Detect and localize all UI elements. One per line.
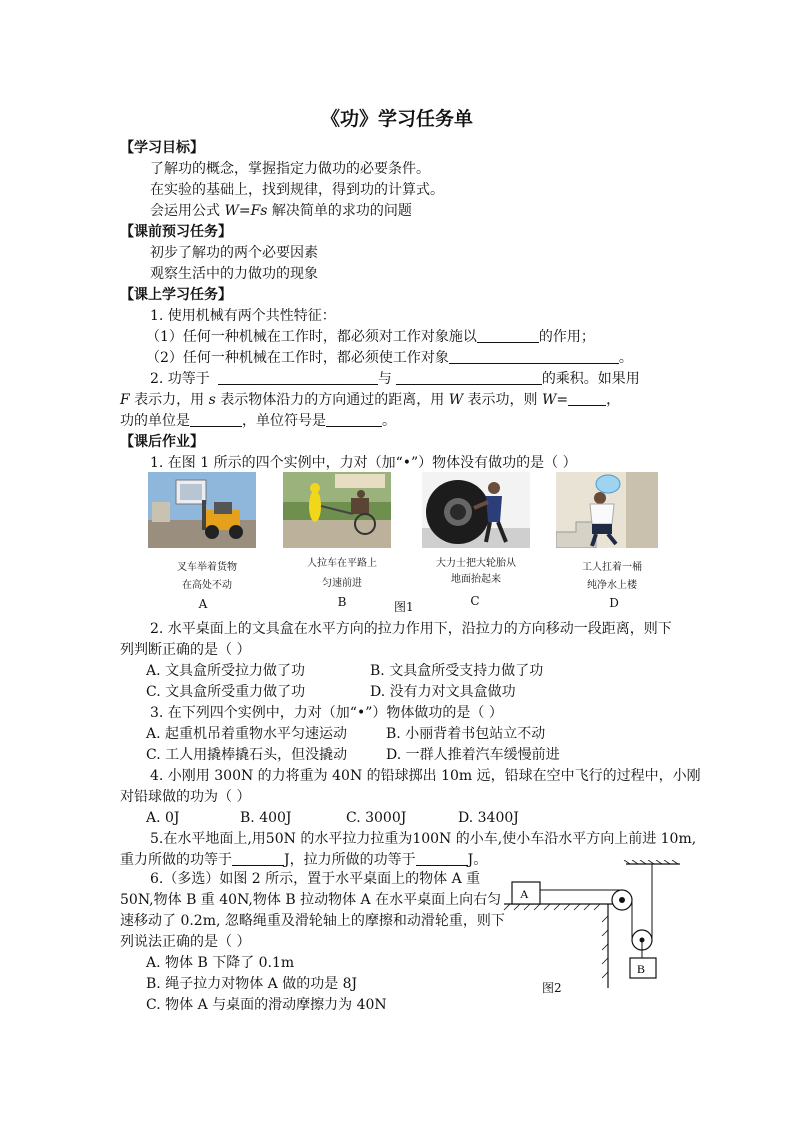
q2-l3-a: 功的单位是: [120, 413, 190, 429]
hw-q2-line1: 2. 水平桌面上的文具盒在水平方向的拉力作用下，沿拉力的方向移动一段距离，则下: [150, 621, 672, 637]
hw-q5-line2: [120, 850, 487, 870]
fill-blank[interactable]: [218, 370, 378, 385]
hw-q2-option-a[interactable]: A. 文具盒所受拉力做了功: [146, 663, 306, 679]
q2-l3-b: ，单位符号是: [242, 413, 326, 429]
var-w: W: [448, 392, 464, 408]
photo-rickshaw: [283, 472, 391, 548]
hw-q4-line1: 4. 小刚用 300N 的力将重为 40N 的铅球掷出 10m 远，铅球在空中飞行的过程中，小刚: [150, 768, 701, 784]
hw-q3-option-a[interactable]: A. 起重机吊着重物水平匀速运动: [146, 726, 348, 742]
figure-2-label: 图2: [542, 981, 562, 995]
preview-2: 观察生活中的力做功的现象: [150, 266, 318, 282]
fig1-letter-c: C: [470, 594, 480, 608]
preview-heading: 【课前预习任务】: [120, 224, 232, 240]
fill-blank[interactable]: [326, 412, 382, 427]
caption-b-line2: 匀速前进: [322, 578, 362, 589]
hw-q6-line1: 6.（多选）如图 2 所示，置于水平桌面上的物体 A 重: [150, 871, 481, 887]
q2-tail: 的乘积。如果用: [541, 371, 640, 387]
block-a-label: A: [520, 887, 529, 901]
fill-blank[interactable]: [232, 851, 284, 866]
fig1-letter-a: A: [198, 597, 208, 611]
fig1-letter-b: B: [337, 595, 347, 609]
photo-tire: [422, 472, 530, 548]
caption-c-line2: 地面抬起来: [451, 574, 501, 585]
hw-q4-option-c[interactable]: C. 3000J: [346, 810, 407, 826]
var-f: F: [120, 392, 130, 408]
caption-d-line1: 工人扛着一桶: [582, 562, 642, 573]
hw-q6-option-b[interactable]: B. 绳子拉力对物体 A 做的功是 8J: [146, 976, 358, 992]
caption-a-line2: 在高处不动: [182, 580, 232, 591]
hw-q4-option-a[interactable]: A. 0J: [146, 810, 180, 826]
hw-q3-option-b[interactable]: B. 小丽背着书包站立不动: [386, 726, 546, 742]
hw-q2-option-b[interactable]: B. 文具盒所受支持力做了功: [370, 663, 544, 679]
figure-2-pulley-diagram: [498, 860, 688, 1000]
q1b-text: （2）任何一种机械在工作时，都必须使工作对象: [146, 350, 449, 366]
q2-l2-b: 表示物体沿力的方向通过的距离，用: [215, 392, 449, 408]
goals-heading: 【学习目标】: [120, 140, 204, 156]
class-q1b: [146, 348, 633, 368]
hw-q5-line1: 5.在水平地面上,用50N 的水平拉力拉重为100N 的小车,使小车沿水平方向上前进 10m,: [150, 831, 697, 847]
fill-blank[interactable]: [477, 328, 539, 343]
var-w: W: [542, 392, 557, 408]
hw-q3-option-c[interactable]: C. 工人用撬棒撬石头，但没撬动: [146, 747, 348, 763]
hw-q3: 3. 在下列四个实例中，力对（加“•”）物体做功的是（ ）: [150, 705, 503, 721]
figure-1-label: 图1: [394, 600, 414, 614]
q5-tail: J。: [467, 852, 488, 868]
q2-l3-c: 。: [382, 413, 396, 429]
q1a-text: （1）任何一种机械在工作时，都必须对工作对象施以: [146, 329, 477, 345]
photo-forklift: [148, 472, 256, 548]
hw-q4-option-d[interactable]: D. 3400J: [458, 810, 519, 826]
hw-q6-option-a[interactable]: A. 物体 B 下降了 0.1m: [146, 955, 295, 971]
goal-2: 在实验的基础上，找到规律，得到功的计算式。: [150, 182, 444, 198]
hw-q3-option-d[interactable]: D. 一群人推着汽车缓慢前进: [386, 747, 560, 763]
hw-q4-line2: 对铅球做的功为（ ）: [120, 789, 251, 805]
goal-3: [150, 201, 412, 221]
caption-d-line2: 纯净水上楼: [587, 580, 637, 591]
fill-blank[interactable]: [416, 851, 468, 866]
caption-c-line1: 大力士把大轮胎从: [436, 558, 516, 569]
hw-q4-option-b[interactable]: B. 400J: [240, 810, 292, 826]
formula: W=Fs: [224, 203, 268, 219]
goal-3-post: 解决简单的求功的问题: [267, 203, 412, 219]
goal-1: 了解功的概念，掌握指定力做功的必要条件。: [150, 161, 430, 177]
homework-heading: 【课后作业】: [120, 434, 204, 450]
photo-water-carrier: [556, 472, 664, 548]
hw-q1: 1. 在图 1 所示的四个实例中，力对（加“•”）物体没有做功的是（ ）: [150, 455, 577, 471]
q2-l2-e: ，: [606, 392, 621, 408]
block-b-label: B: [637, 962, 646, 976]
fig1-letter-d: D: [609, 596, 619, 610]
page-title: 《功》学习任务单: [320, 108, 473, 130]
class-q2: [150, 369, 640, 389]
hw-q2-line2: 列判断正确的是（ ）: [120, 642, 251, 658]
q5-pull-text: J，拉力所做的功等于: [284, 852, 416, 868]
hw-q2-option-d[interactable]: D. 没有力对文具盒做功: [370, 684, 516, 700]
caption-b-line1: 人拉车在平路上: [307, 558, 377, 569]
q2-l2-a: 表示力，用: [129, 392, 209, 408]
q1a-tail: 的作用；: [538, 329, 595, 345]
hw-q6-option-c[interactable]: C. 物体 A 与桌面的滑动摩擦力为 40N: [146, 997, 387, 1013]
q2-l2-c: 表示功，则: [463, 392, 543, 408]
fill-blank[interactable]: [190, 412, 242, 427]
hw-q6-line3: 速移动了 0.2m, 忽略绳重及滑轮轴上的摩擦和动滑轮重，则下: [120, 913, 505, 929]
q2-l2-d: =: [556, 392, 569, 408]
q5-gravity-text: 重力所做的功等于: [120, 852, 232, 868]
hw-q2-option-c[interactable]: C. 文具盒所受重力做了功: [146, 684, 306, 700]
class-q2-line2: [120, 390, 620, 410]
hw-q6-line4: 列说法正确的是（ ）: [120, 934, 251, 950]
preview-1: 初步了解功的两个必要因素: [150, 245, 318, 261]
q1b-tail: 。: [618, 350, 633, 366]
class-q2-line3: [120, 411, 396, 431]
fill-blank[interactable]: [449, 349, 619, 364]
class-q1: 1. 使用机械有两个共性特征：: [150, 308, 336, 324]
class-heading: 【课上学习任务】: [120, 287, 232, 303]
class-q1a: [146, 327, 595, 347]
fill-blank[interactable]: [396, 370, 542, 385]
caption-a-line1: 叉车举着货物: [177, 562, 237, 573]
var-s: s: [208, 392, 216, 408]
hw-q6-line2: 50N,物体 B 重 40N,物体 B 拉动物体 A 在水平桌面上向右匀: [120, 892, 502, 908]
fill-blank[interactable]: [568, 391, 606, 406]
goal-3-pre: 会运用公式: [150, 203, 225, 219]
q2-mid: 与: [377, 371, 392, 387]
q2-text: 2. 功等于: [150, 371, 210, 387]
